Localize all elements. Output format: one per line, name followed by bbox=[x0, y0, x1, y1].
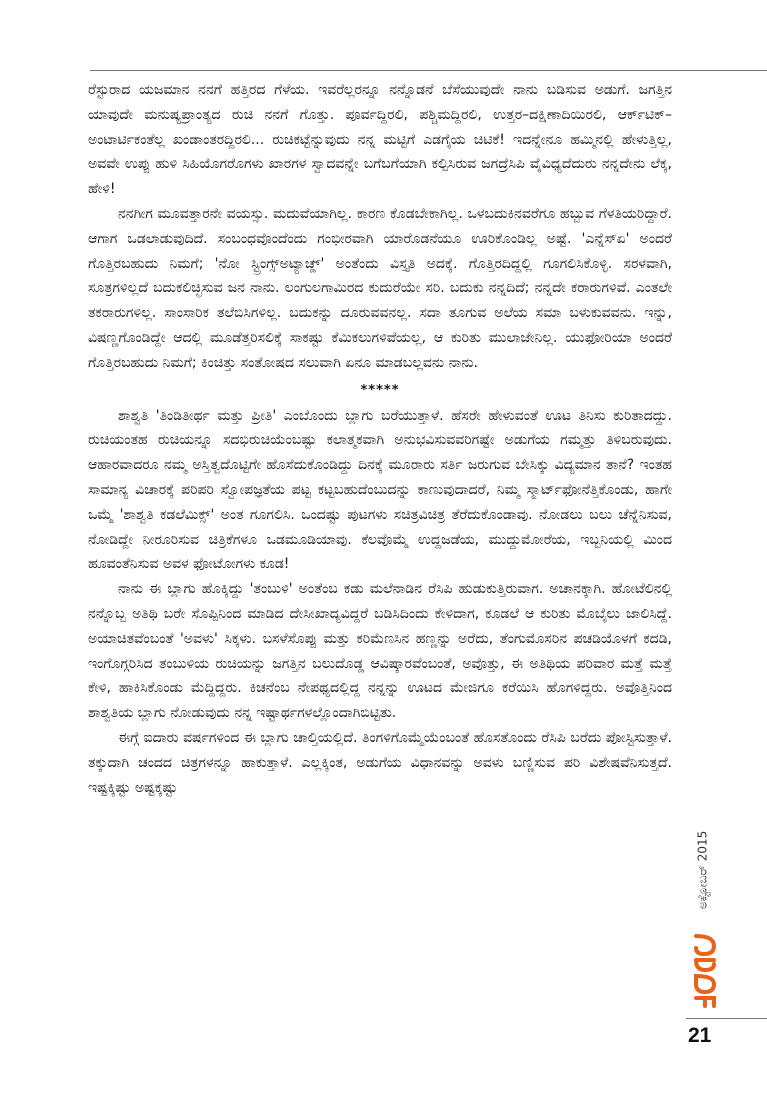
paragraph-4: ನಾನು ಈ ಬ್ಲಾಗು ಹೊಕ್ಕಿದ್ದು 'ತಂಬುಳಿ' ಅಂತೆಂಬ ಕಡು ಮಲೆನಾಡಿನ ರೆಸಿಪಿ ಹುಡುಕುತ್ತಿರುವಾಗ. ಅಚಾನಕ್ಕಾಗಿ. ಹೋಟೆಲಿನಲ್ಲಿ ನನ್ನೊಬ್ಬ ಅತಿಥಿ ಬರೇ ಸೊಪ್ಪಿನಿಂದ ಮಾಡಿದ ದೇಸೀಖಾದ್ಯವಿದ್ದರೆ ಬಡಿಸಿದಿಂದು ಕೇಳಿದಾಗ, ಕೂಡಲೆ ಆ ಕುರಿತು ಮೊಬೈಲು ಜಾಲಿಸಿದ್ದೆ. ಅಯಾಚಿತವೆಂಬಂತೆ 'ಅವಳು' ಸಿಕ್ಕಳು. ಬಸಳೆಸೊಪ್ಪು ಮತ್ತು ಕರಿಮೆಣಸಿನ ಹಣ್ಣನ್ನು ಅರೆದು, ತೆಂಗುಮೊಸರಿನ ಪಚಡಿಯೊಳಗೆ ಕದಡಿ, ಇಂಗೊಗ್ಗರಿಸಿದ ತಂಬುಳಿಯ ರುಚಿಯನ್ನು ಜಗತ್ತಿನ ಬಲುದೊಡ್ಡ ಆವಿಷ್ಕಾರವೆಂಬಂತೆ, ಅವೊತ್ತು, ಈ ಅತಿಥಿಯ ಪರಿವಾರ ಮತ್ತೆ ಮತ್ತೆ ಕೇಳಿ, ಹಾಕಿಸಿಕೊಂಡು ಮೆದ್ದಿದ್ದರು. ಕಿಚನೆಂಬ ನೇಪಥ್ಯದಲ್ಲಿದ್ದ ನನ್ನನ್ನು ಊಟದ ಮೇಜಿಗೂ ಕರೆಯಿಸಿ ಹೊಗಳಿದ್ದರು. ಅವೊತ್ತಿನಿಂದ ಶಾಶ್ವತಿಯ ಬ್ಲಾಗು ನೋಡುವುದು ನನ್ನ ಇಷ್ಟಾರ್ಥಗಳಲ್ಲೊಂದಾಗಿಬಿಟ್ಟಿತು. bbox=[88, 581, 672, 722]
paragraph-2: ನನಗೀಗ ಮೂವತ್ತಾರನೇ ವಯಸ್ಸು. ಮದುವೆಯಾಗಿಲ್ಲ. ಕಾರಣ ಕೊಡಬೇಕಾಗಿಲ್ಲ. ಒಳಬದುಕಿನವರೆಗೂ ಹಬ್ಬುವ ಗೆಳತಿಯರಿದ್ದಾರೆ. ಆಗಾಗ ಒಡಲಾಡುವುದಿದೆ. ಸಂಬಂಧವೊಂದೆಂದು ಗಂಭೀರವಾಗಿ ಯಾರೊಡನೆಯೂ ಊರಿಕೊಂಡಿಲ್ಲ ಅಷ್ಟೆ. 'ಎನ್ನೆಸ್‌ಏ' ಅಂದರೆ ಗೊತ್ತಿರಬಹುದು ನಿಮಗೆ; 'ನೋ ಸ್ಟ್ರಿಂಗ್ಸ್‌ಅಟ್ಯಾಚ್ಡ್' ಅಂತೆಂದು ವಿಸ್ತೃತಿ ಅದಕ್ಕೆ. ಗೊತ್ತಿರದಿದ್ದಲ್ಲಿ ಗೂಗಲಿಸಿಕೊಳ್ಳಿ. ಸರಳವಾಗಿ, ಸೂತ್ರಗಳಿಲ್ಲದೆ ಬದುಕಲಿಚ್ಛಿಸುವ ಜನ ನಾನು. ಲಂಗುಲಗಾಮಿರದ ಕುದುರೆಯೇ ಸರಿ. ಬದುಕು ನನ್ನದಿದೆ; ನನ್ನದೇ ಕರಾರುಗಳಿವೆ. ಎಂತಲೇ ತಕರಾರುಗಳಿಲ್ಲ. ಸಾಂಸಾರಿಕ ತಲೆಬಿಸಿಗಳಿಲ್ಲ. ಬದುಕನ್ನು ದೂರುವವನಲ್ಲ. ಸದಾ ತೂಗುವ ಅಲೆಯ ಸಮಾ ಬಳುಕುವವನು. ಇನ್ನು, ವಿಷಣ್ಣಗೊಂಡಿದ್ದೇ ಆದಲ್ಲಿ ಮೂಡೆತ್ತರಿಸಲಿಕ್ಕೆ ಸಾಕಷ್ಟು ಕೆಮಿಕಲುಗಳಿವೆಯಲ್ಲ, ಆ ಕುರಿತು ಮುಲಾಜೇನಿಲ್ಲ. ಯುಫೋರಿಯಾ ಅಂದರೆ ಗೊತ್ತಿರಬಹುದು ನಿಮಗೆ; ಕಿಂಚಿತ್ತು ಸಂತೋಷದ ಸಲುವಾಗಿ ಏನೂ ಮಾಡಬಲ್ಲವನು ನಾನು. bbox=[88, 205, 672, 371]
issue-date: ಅಕ್ಟೋಬರ್ 2015 bbox=[695, 830, 710, 910]
paragraph-5: ಈಗ್ಗೆ ಐದಾರು ವರ್ಷಗಳಿಂದ ಈ ಬ್ಲಾಗು ಚಾಲ್ತಿಯಲ್ಲಿದೆ. ತಿಂಗಳಿಗೊಮ್ಮೆಯೆಂಬಂತೆ ಹೊಸತೊಂದು ರೆಸಿಪಿ ಬರೆದು ಪೋಸ್ಟಿಸುತ್ತಾಳೆ. ತಕ್ಕುದಾಗಿ ಚಂದದ ಚಿತ್ರಗಳನ್ನೂ ಹಾಕುತ್ತಾಳೆ. ಎಲ್ಲಕ್ಕಿಂತ, ಅಡುಗೆಯ ವಿಧಾನವನ್ನು ಅವಳು ಬಣ್ಣಿಸುವ ಪರಿ ವಿಶೇಷವೆನಿಸುತ್ತದೆ. ಇಷ್ಟಕ್ಕಿಷ್ಟು ಅಷ್ಟಕ್ಕಷ್ಟು bbox=[88, 729, 672, 796]
page-number: 21 bbox=[688, 1024, 712, 1047]
header-rule bbox=[90, 70, 767, 71]
paragraph-3: ಶಾಶ್ವತಿ 'ತಿಂಡಿತೀರ್ಥ ಮತ್ತು ಪ್ರೀತಿ' ಎಂಬೊಂದು ಬ್ಲಾಗು ಬರೆಯುತ್ತಾಳೆ. ಹೆಸರೇ ಹೇಳುವಂತೆ ಊಟ ತಿನಿಸು ಕುರಿತಾದದ್ದು. ರುಚಿಯಂತಹ ರುಚಿಯನ್ನೂ ಸದಭಿರುಚಿಯೆಂಬಷ್ಟು ಕಲಾತ್ಮಕವಾಗಿ ಅನುಭವಿಸುವವರಿಗಷ್ಟೇ ಅಡುಗೆಯ ಗಮ್ಮತ್ತು ತಿಳಿಬರುವುದು. ಆಹಾರವಾದರೂ ನಮ್ಮ ಅಸ್ತಿತ್ವದೊಟ್ಟಿಗೇ ಹೊಸೆದುಕೊಂಡಿದ್ದು ದಿನಕ್ಕೆ ಮೂರಾರು ಸರ್ತಿ ಜರುಗುವ ಬೇಸಿಕ್ಕು ವಿದ್ಯಮಾನ ತಾನೆ? ಇಂತಹ ಸಾಮಾನ್ಯ ವಿಚಾರಕ್ಕೆ ಪರಿಪರಿ ಸ್ವೋಪಜ್ಞತೆಯ ಪಟ್ಟ ಕಟ್ಟಬಹುದೆಂಬುದನ್ನು ಕಾಣುವುದಾದರೆ, ನಿಮ್ಮ ಸ್ಮಾರ್ಟ್‌ಫೋನೆತ್ತಿಕೊಂಡು, ಹಾಗೇ ಒಮ್ಮೆ 'ಶಾಶ್ವತಿ ಕಡಲೆಮಿಕ್ಸ್' ಅಂತ ಗೂಗಲಿಸಿ. ಒಂದಷ್ಟು ಪುಟಗಳು ಸಚಿತ್ರವಿಚಿತ್ರ ತೆರೆದುಕೊಂಡಾವು. ನೋಡಲು ಬಲು ಚೆನ್ನೆನಿಸುವ, ನೋಡಿದ್ದೇ ನೀರೂರಿಸುವ ಚಿತ್ರಿಕೆಗಳೂ ಒಡಮೂಡಿಯಾವು. ಕೆಲವೊಮ್ಮೆ ಉದ್ದಜಡೆಯ, ಮುದ್ದುಮೋರೆಯ, ಇಬ್ಬನಿಯಲ್ಲಿ ಮಿಂದ ಹೂವಂತೆನಿಸುವ ಅವಳ ಫೋಟೋಗಳು ಕೂಡ! bbox=[88, 407, 672, 573]
footer-rule bbox=[686, 1018, 767, 1019]
article-body bbox=[88, 78, 672, 800]
section-separator: ***** bbox=[360, 382, 400, 398]
magazine-logo bbox=[690, 930, 720, 1010]
magazine-logo-mark bbox=[690, 930, 720, 1010]
paragraph-1: ರೆಸ್ಟುರಾದ ಯಜಮಾನ ನನಗೆ ಹತ್ತಿರದ ಗೆಳೆಯ. ಇವರೆಲ್ಲರನ್ನೂ ನನ್ನೊಡನೆ ಬೆಸೆಯುವುದೇ ನಾನು ಬಡಿಸುವ ಅಡುಗೆ. ಜಗತ್ತಿನ ಯಾವುದೇ ಮನುಷ್ಯಪ್ರಾಂತ್ಯದ ರುಚಿ ನನಗೆ ಗೊತ್ತು. ಪೂರ್ವದ್ದಿರಲಿ, ಪಶ್ಚಿಮದ್ದಿರಲಿ, ಉತ್ತರ–ದಕ್ಷಿಣಾದಿಯಿರಲಿ, ಆರ್ಕ್‌ಟಿಕ್–ಅಂಟಾರ್ಟಿಕಂತೆಲ್ಲ ಖಂಡಾಂತರದ್ದಿರಲಿ... ರುಚಿಕಟ್ಟೆನ್ನುವುದು ನನ್ನ ಮಟ್ಟಿಗೆ ಎಡಗೈಯ ಚಿಟಿಕೆ! ಇದನ್ನೇನೂ ಹಮ್ಮಿನಲ್ಲಿ ಹೇಳುತ್ತಿಲ್ಲ, ಅವವೇ ಉಪ್ಪು ಹುಳಿ ಸಿಹಿಯೊಗರೊಗಳು ಖಾರಗಳ ಸ್ವಾದವನ್ನೇ ಬಗೆಬಗೆಯಾಗಿ ಕಲ್ಪಿಸಿರುವ ಜಗದ್ರೆಸಿಪಿ ವೈವಿಧ್ಯದೆದುರು ನನ್ನದೇನು ಲೆಕ್ಕ, ಹೇಳಿ! bbox=[88, 82, 672, 198]
